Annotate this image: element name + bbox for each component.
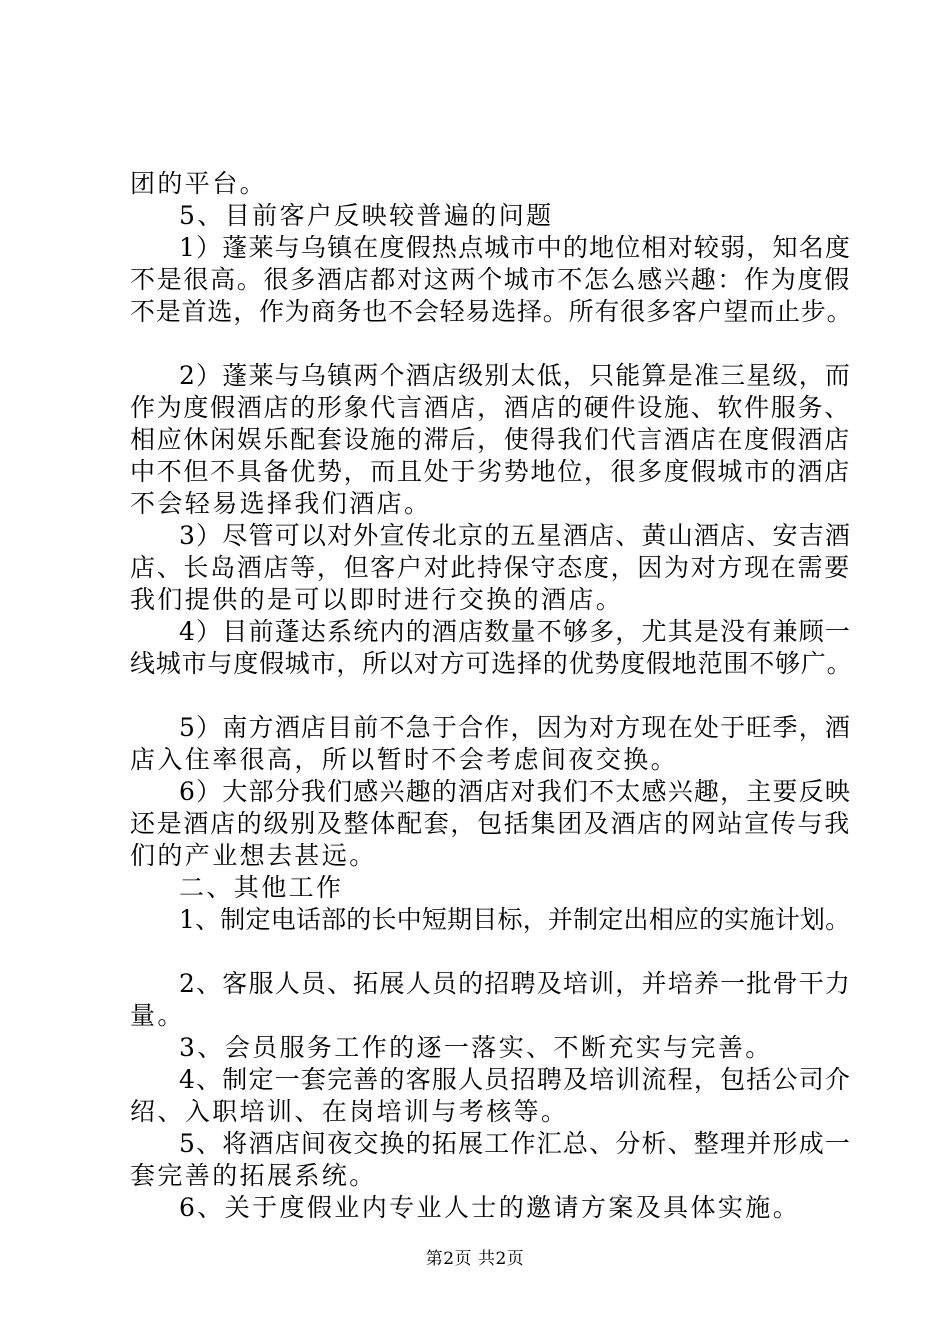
text-line: 店、长岛酒店等，但客户对此持保守态度，因为对方现在需要 xyxy=(130,553,851,582)
text-line: 线城市与度假城市，所以对方可选择的优势度假地范围不够广。 xyxy=(130,649,853,678)
text-line: 2）蓬莱与乌镇两个酒店级别太低，只能算是准三星级，而 xyxy=(179,361,852,390)
text-line: 团的平台。 xyxy=(130,169,268,198)
text-line: 作为度假酒店的形象代言酒店，酒店的硬件设施、软件服务、 xyxy=(130,393,851,422)
text-line: 3）尽管可以对外宣传北京的五星酒店、黄山酒店、安吉酒 xyxy=(179,521,852,550)
page-footer: 第2页 共2页 xyxy=(425,1249,525,1269)
text-line: 还是酒店的级别及整体配套，包括集团及酒店的网站宣传与我 xyxy=(130,809,851,838)
text-line: 2、客服人员、拓展人员的招聘及培训，并培养一批骨干力 xyxy=(179,969,852,998)
text-line: 们的产业想去甚远。 xyxy=(130,841,377,870)
paragraph-gap xyxy=(130,936,852,968)
text-line: 绍、入职培训、在岗培训与考核等。 xyxy=(130,1097,569,1126)
text-line: 中不但不具备优势，而且处于劣势地位，很多度假城市的酒店 xyxy=(130,457,851,486)
text-line: 4、制定一套完善的客服人员招聘及培训流程，包括公司介 xyxy=(179,1065,852,1094)
text-line: 5）南方酒店目前不急于合作，因为对方现在处于旺季，酒 xyxy=(179,713,852,742)
paragraph-gap xyxy=(130,680,852,712)
text-line: 6、关于度假业内专业人士的邀请方案及具体实施。 xyxy=(179,1193,801,1222)
text-line: 不会轻易选择我们酒店。 xyxy=(130,489,432,518)
text-line: 套完善的拓展系统。 xyxy=(130,1161,377,1190)
paragraph-gap xyxy=(130,328,852,360)
text-line: 1）蓬莱与乌镇在度假热点城市中的地位相对较弱，知名度 xyxy=(179,233,852,262)
text-line: 相应休闲娱乐配套设施的滞后，使得我们代言酒店在度假酒店 xyxy=(130,425,851,454)
text-line: 不是很高。很多酒店都对这两个城市不怎么感兴趣：作为度假 xyxy=(130,265,851,294)
text-line: 4）目前蓬达系统内的酒店数量不够多，尤其是没有兼顾一 xyxy=(179,617,852,646)
text-line: 店入住率很高，所以暂时不会考虑间夜交换。 xyxy=(130,745,679,774)
text-line: 我们提供的是可以即时进行交换的酒店。 xyxy=(130,585,624,614)
text-line: 量。 xyxy=(130,1001,185,1030)
text-line: 1、制定电话部的长中短期目标，并制定出相应的实施计划。 xyxy=(179,905,851,934)
text-line: 5、将酒店间夜交换的拓展工作汇总、分析、整理并形成一 xyxy=(179,1129,852,1158)
section-heading: 二、其他工作 xyxy=(179,873,344,902)
section-heading: 5、目前客户反映较普遍的问题 xyxy=(179,201,554,230)
text-line: 6）大部分我们感兴趣的酒店对我们不太感兴趣，主要反映 xyxy=(179,777,852,806)
document-body xyxy=(130,168,852,1224)
text-line: 3、会员服务工作的逐一落实、不断充实与完善。 xyxy=(179,1033,773,1062)
text-line: 不是首选，作为商务也不会轻易选择。所有很多客户望而止步。 xyxy=(130,297,853,326)
